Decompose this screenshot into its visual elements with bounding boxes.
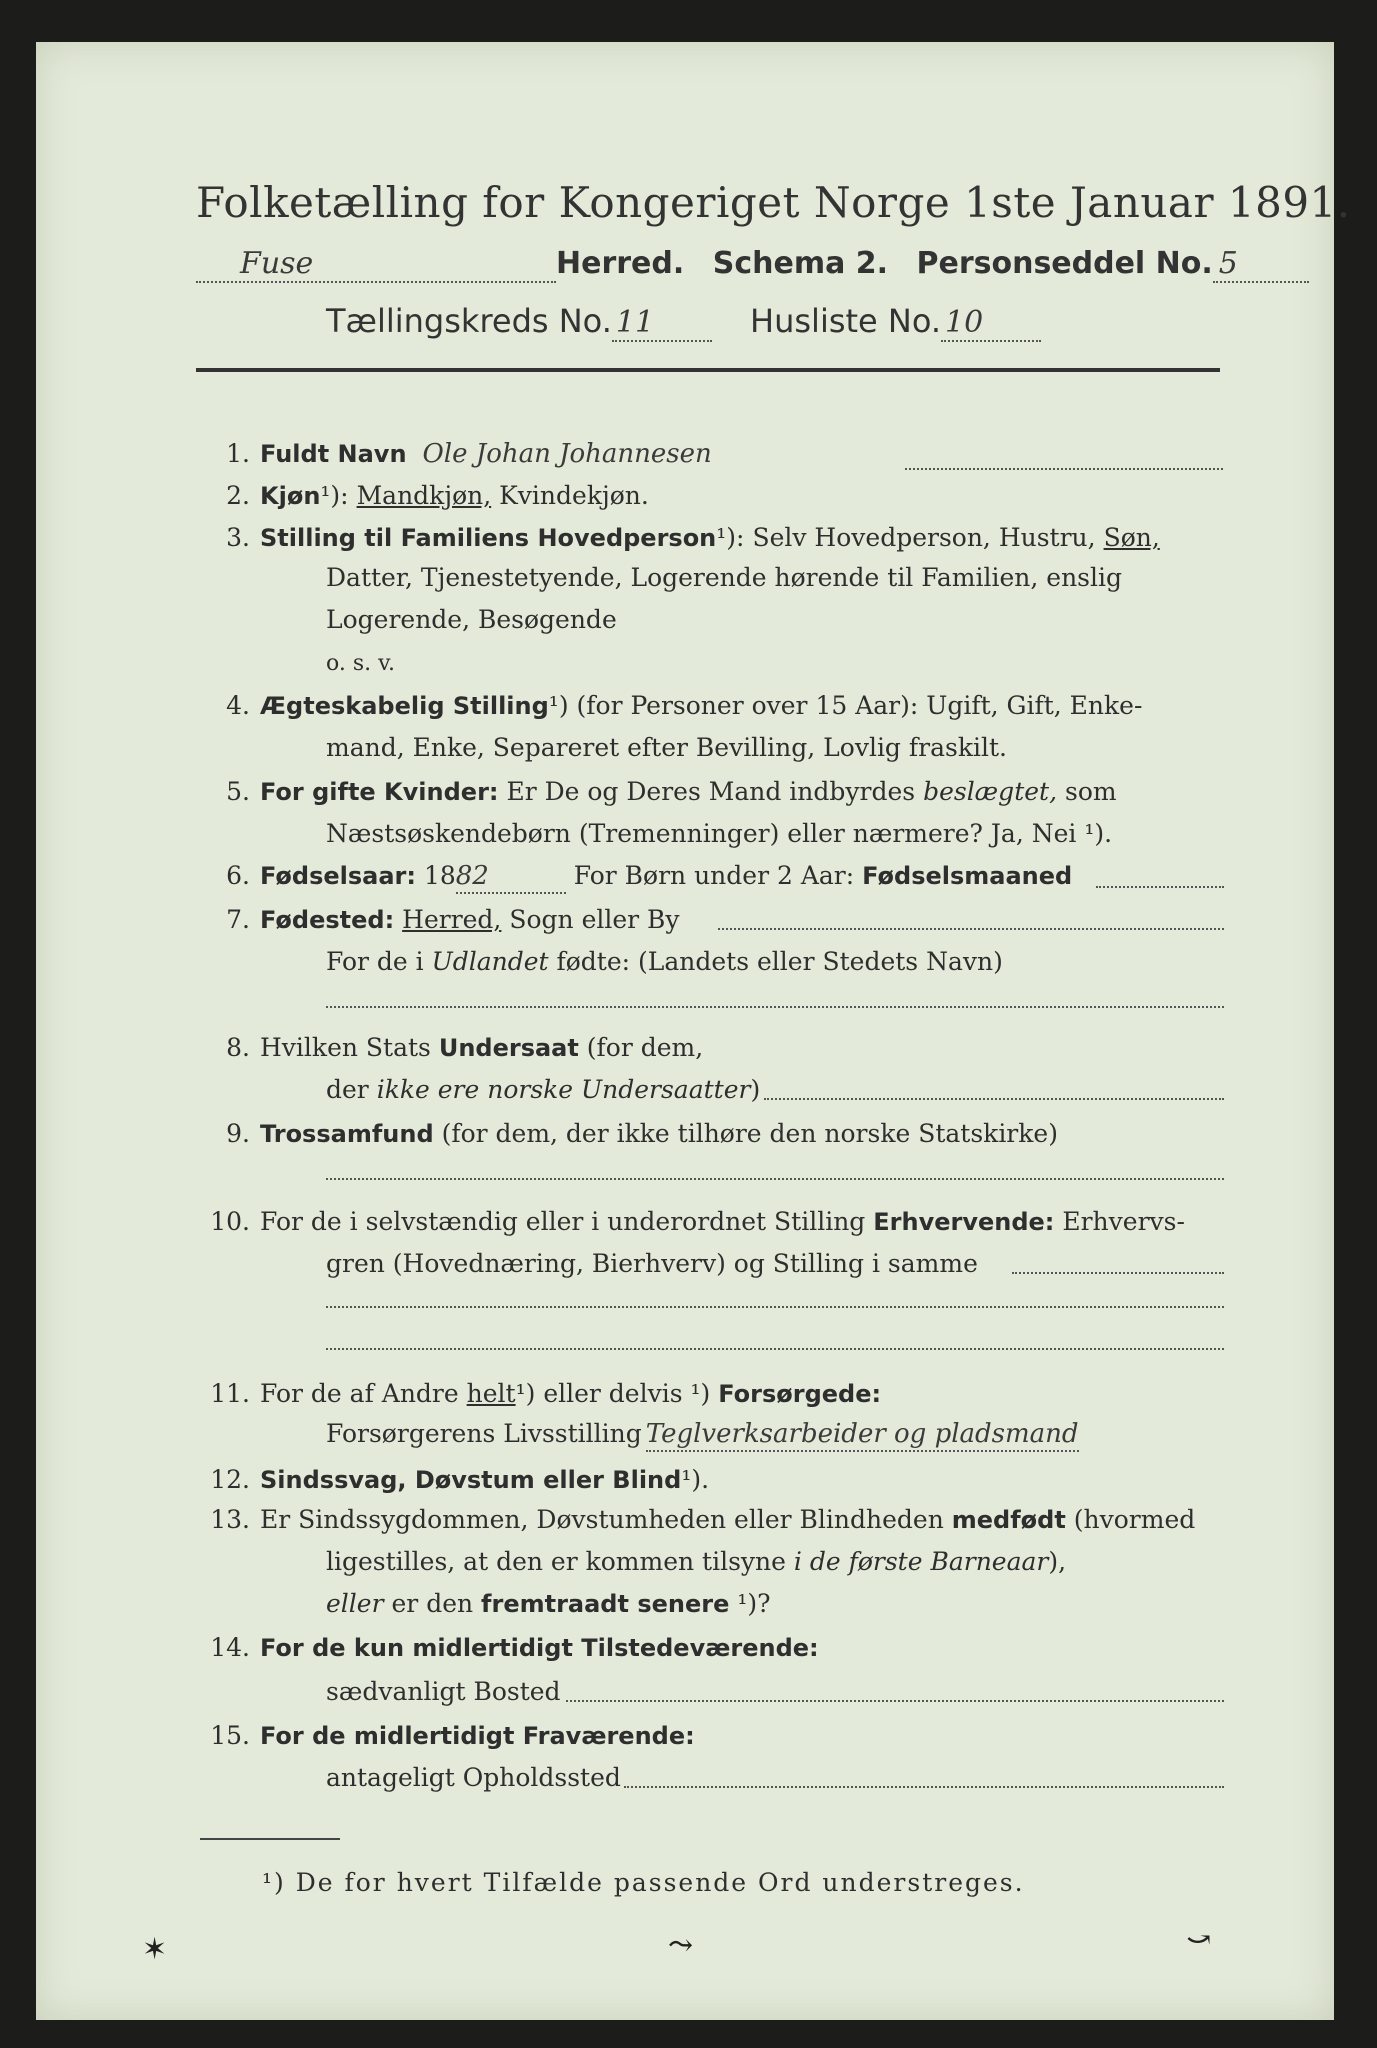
marital-status-label: Ægteskabelig Stilling — [260, 692, 549, 720]
abroad-text: For de i — [326, 947, 424, 976]
under-two-text: For Børn under 2 Aar: — [573, 861, 855, 890]
herred-value: Fuse — [196, 246, 556, 283]
field-number: 14. — [210, 1633, 250, 1662]
married-women-line2: Næstsøskendebørn (Tremenninger) eller nærmere? Ja, Nei ¹). — [326, 819, 1113, 848]
dotted-line — [326, 1006, 1224, 1008]
supported-text: For de af Andre — [260, 1379, 459, 1408]
dotted-line — [905, 468, 1223, 470]
dotted-line — [326, 1348, 1224, 1350]
registration-mark-icon: ✶ — [142, 1932, 168, 1967]
supported-selected: helt — [466, 1379, 516, 1408]
herred-line — [196, 246, 1309, 283]
marital-status-options: ¹) (for Personer over 15 Aar): Ugift, Gift, Enke- — [548, 691, 1143, 720]
field-number: 10. — [210, 1207, 250, 1236]
presumed-residence-label: antageligt Opholdssted — [326, 1763, 621, 1792]
field-number: 12. — [210, 1465, 250, 1494]
congenital-line2 — [326, 1546, 1066, 1578]
header-rule — [196, 368, 1220, 372]
supported-label: Forsørgede: — [718, 1380, 882, 1408]
dotted-line — [718, 928, 1224, 930]
birth-month-label: Fødselsmaaned — [862, 862, 1073, 890]
dotted-line — [326, 1178, 1224, 1180]
family-position-line4: o. s. v. — [326, 651, 395, 676]
birthplace-selected: Herred, — [402, 905, 502, 934]
taellingskreds-no: 11 — [612, 305, 712, 342]
citizenship-label: Undersaat — [438, 1034, 579, 1062]
citizenship-der: der — [326, 1075, 369, 1104]
superscript: ¹): — [320, 481, 349, 510]
disability-label: Sindssvag, Døvstum eller Blind — [260, 1466, 682, 1494]
registration-mark-icon: ⤳ — [668, 1928, 694, 1963]
abroad-italic: Udlandet — [431, 947, 549, 976]
dotted-line — [764, 1098, 1224, 1100]
dotted-line — [624, 1786, 1224, 1788]
field-number: 6. — [226, 861, 250, 890]
schema-label: Schema 2. — [712, 246, 889, 281]
taellingskreds-label: Tællingskreds No. — [326, 302, 612, 340]
family-position-selected: Søn, — [1103, 523, 1160, 552]
field-number: 8. — [226, 1033, 250, 1062]
married-women-text: Er De og Deres Mand indbyrdes — [506, 777, 916, 806]
congenital-text: Er Sindssygdommen, Døvstumheden eller Blindheden — [260, 1505, 944, 1534]
birth-year-prefix: 18 — [423, 861, 456, 890]
field-number: 11. — [210, 1379, 250, 1408]
citizenship-text: Hvilken Stats — [260, 1033, 431, 1062]
congenital-line3 — [326, 1588, 771, 1620]
occupation-label: Erhvervende: — [873, 1208, 1055, 1236]
field-number: 5. — [226, 777, 250, 806]
sex-option-male-selected: Mandkjøn, — [356, 481, 492, 510]
dotted-line — [1012, 1272, 1224, 1274]
usual-residence-label: sædvanligt Bosted — [326, 1677, 561, 1706]
married-women-text2: som — [1064, 777, 1117, 806]
dotted-line — [326, 1306, 1224, 1308]
full-name-value: Ole Johan Johannesen — [422, 439, 712, 469]
supported-text2: ¹) eller delvis ¹) — [515, 1379, 711, 1408]
field-number: 9. — [226, 1119, 250, 1148]
occupation-line2: gren (Hovednæring, Bierhverv) og Stilling i samme — [326, 1249, 978, 1278]
congenital-line2-end: ), — [1048, 1547, 1067, 1576]
family-position-label: Stilling til Familiens Hovedperson — [260, 524, 717, 552]
congenital-text2: (hvormed — [1073, 1505, 1196, 1534]
field-number: 7. — [226, 905, 250, 934]
religion-text: (for dem, der ikke tilhøre den norske Statskirke) — [441, 1119, 1058, 1148]
personseddel-no: 5 — [1213, 246, 1309, 283]
field-number: 4. — [226, 691, 250, 720]
superscript: ¹): — [716, 523, 745, 552]
birth-year-label: Fødselsaar: — [260, 862, 416, 890]
field-number: 2. — [226, 481, 250, 510]
religion-label: Trossamfund — [260, 1120, 434, 1148]
registration-mark-icon: ⤻ — [1186, 1922, 1212, 1957]
occupation-text2: Erhvervs- — [1062, 1207, 1185, 1236]
occupation-text: For de i selvstændig eller i underordnet Stilling — [260, 1207, 866, 1236]
congenital-line3-bold: fremtraadt senere — [481, 1590, 730, 1618]
married-women-label: For gifte Kvinder: — [260, 778, 499, 806]
congenital-line2-italic: i de første Barneaar — [793, 1547, 1049, 1576]
marital-status-line2: mand, Enke, Separeret efter Bevilling, Lovlig fraskilt. — [326, 733, 1007, 762]
supporter-line — [326, 1418, 1079, 1452]
temporary-absent-label: For de midlertidigt Fraværende: — [260, 1722, 695, 1750]
family-position-options: Selv Hovedperson, Hustru, — [752, 523, 1096, 552]
birth-year-value: 82 — [456, 860, 566, 894]
family-position-line3: Logerende, Besøgende — [326, 605, 617, 634]
footnote: ¹) De for hvert Tilfælde passende Ord understreges. — [262, 1868, 1025, 1897]
congenital-line3-end: ¹)? — [737, 1589, 771, 1618]
field-number: 13. — [210, 1505, 250, 1534]
citizenship-italic: ikke ere norske Undersaatter — [376, 1075, 751, 1104]
birthplace-options: Sogn eller By — [509, 905, 680, 934]
full-name-label: Fuldt Navn — [260, 440, 407, 468]
abroad-text2: fødte: (Landets eller Stedets Navn) — [556, 947, 1003, 976]
personseddel-label: Personseddel No. — [916, 246, 1213, 281]
citizenship-line2 — [326, 1074, 760, 1106]
supporter-label: Forsørgerens Livsstilling — [326, 1419, 642, 1448]
husliste-label: Husliste No. — [750, 302, 942, 340]
supporter-value: Teglverksarbeider og pladsmand — [646, 1418, 1079, 1452]
citizenship-text2: (for dem, — [586, 1033, 704, 1062]
field-number: 3. — [226, 523, 250, 552]
congenital-label: medfødt — [951, 1506, 1066, 1534]
congenital-line2-text: ligestilles, at den er kommen tilsyne — [326, 1547, 786, 1576]
footnote-rule — [200, 1838, 340, 1840]
temporary-present-label: For de kun midlertidigt Tilstedeværende: — [260, 1634, 819, 1662]
abroad-line — [326, 946, 1003, 978]
superscript: ¹). — [681, 1465, 710, 1494]
citizenship-paren: ) — [750, 1075, 761, 1104]
form-title: Folketælling for Kongeriget Norge 1ste Januar 1891. — [196, 178, 1351, 227]
family-position-line2: Datter, Tjenestetyende, Logerende hørende til Familien, enslig — [326, 563, 1123, 592]
congenital-line3-italic: eller — [326, 1589, 384, 1618]
field-number: 15. — [210, 1721, 250, 1750]
birthplace-label: Fødested: — [260, 906, 395, 934]
sex-option-female: Kvindekjøn. — [499, 481, 649, 510]
field-number: 1. — [226, 439, 250, 468]
congenital-line3-text: er den — [391, 1589, 474, 1618]
dotted-line — [1096, 886, 1224, 888]
herred-label: Herred. — [556, 246, 685, 281]
dotted-line — [566, 1700, 1224, 1702]
married-women-italic: beslægtet, — [923, 777, 1058, 806]
kreds-line — [326, 302, 1041, 342]
husliste-no: 10 — [941, 305, 1041, 342]
sex-label: Kjøn — [260, 482, 321, 510]
